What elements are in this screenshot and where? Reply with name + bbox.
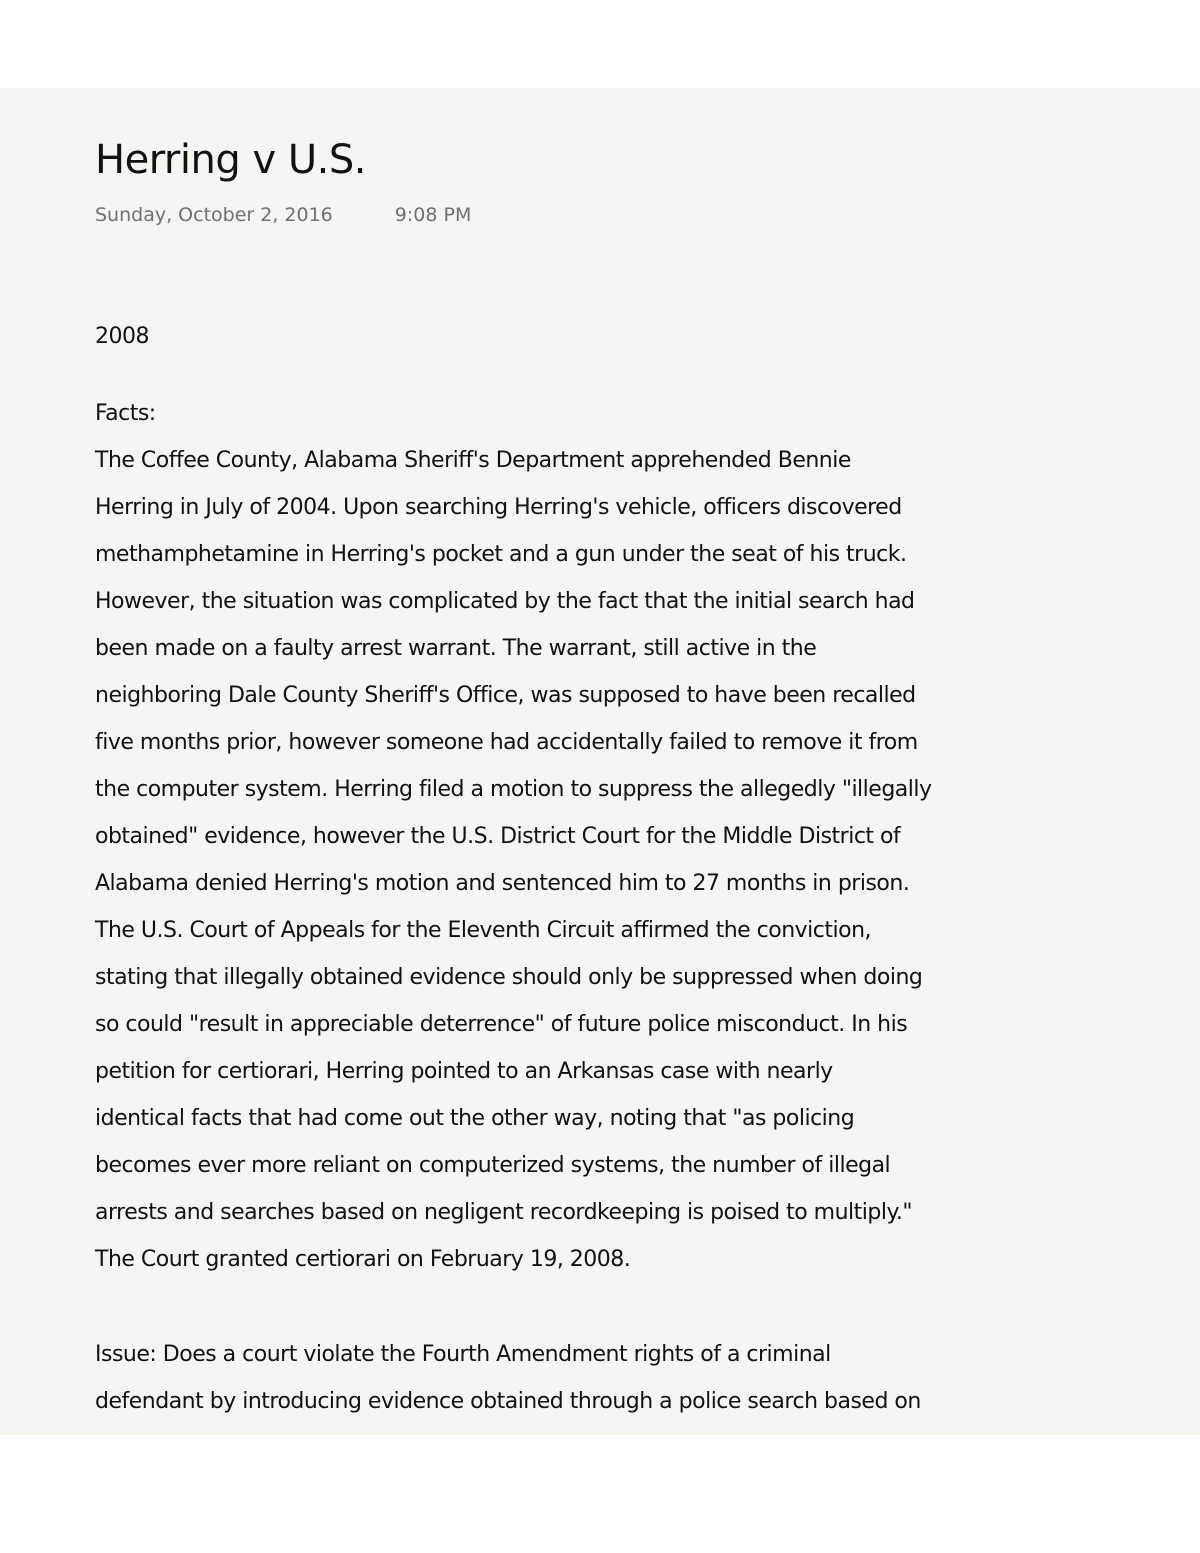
text-line: the computer system. Herring filed a motion to suppress the allegedly "illegally: [95, 777, 932, 802]
text-line: stating that illegally obtained evidence should only be suppressed when doing: [95, 965, 923, 990]
facts-heading: Facts:: [95, 401, 156, 426]
text-line: petition for certiorari, Herring pointed to an Arkansas case with nearly: [95, 1059, 833, 1084]
text-line: so could "result in appreciable deterrence" of future police misconduct. In his: [95, 1012, 908, 1037]
text-line: Issue: Does a court violate the Fourth Amendment rights of a criminal: [95, 1342, 831, 1367]
text-line: been made on a faulty arrest warrant. The warrant, still active in the: [95, 636, 817, 661]
text-line: The Coffee County, Alabama Sheriff's Department apprehended Bennie: [95, 448, 851, 473]
page-title: Herring v U.S.: [95, 137, 366, 183]
note-timestamp: [95, 203, 471, 227]
year-paragraph: 2008: [95, 324, 149, 349]
text-line: Herring in July of 2004. Upon searching Herring's vehicle, officers discovered: [95, 495, 902, 520]
text-line: obtained" evidence, however the U.S. District Court for the Middle District of: [95, 824, 901, 849]
text-line: defendant by introducing evidence obtained through a police search based on: [95, 1389, 921, 1414]
text-line: Alabama denied Herring's motion and sentenced him to 27 months in prison.: [95, 871, 910, 896]
note-date: Sunday, October 2, 2016: [95, 204, 333, 226]
text-line: The U.S. Court of Appeals for the Eleventh Circuit affirmed the conviction,: [95, 918, 872, 943]
note-time: 9:08 PM: [394, 204, 472, 226]
text-line: neighboring Dale County Sheriff's Office, was supposed to have been recalled: [95, 683, 916, 708]
text-line: The Court granted certiorari on February 19, 2008.: [95, 1247, 631, 1272]
text-line: five months prior, however someone had accidentally failed to remove it from: [95, 730, 918, 755]
text-line: arrests and searches based on negligent recordkeeping is poised to multiply.": [95, 1200, 912, 1225]
facts-paragraph: [95, 437, 1105, 1283]
issue-paragraph: [95, 1331, 1105, 1425]
text-line: becomes ever more reliant on computerized systems, the number of illegal: [95, 1153, 891, 1178]
note-page: [0, 88, 1200, 1435]
text-line: identical facts that had come out the other way, noting that "as policing: [95, 1106, 855, 1131]
text-line: However, the situation was complicated by the fact that the initial search had: [95, 589, 915, 614]
text-line: methamphetamine in Herring's pocket and a gun under the seat of his truck.: [95, 542, 907, 567]
